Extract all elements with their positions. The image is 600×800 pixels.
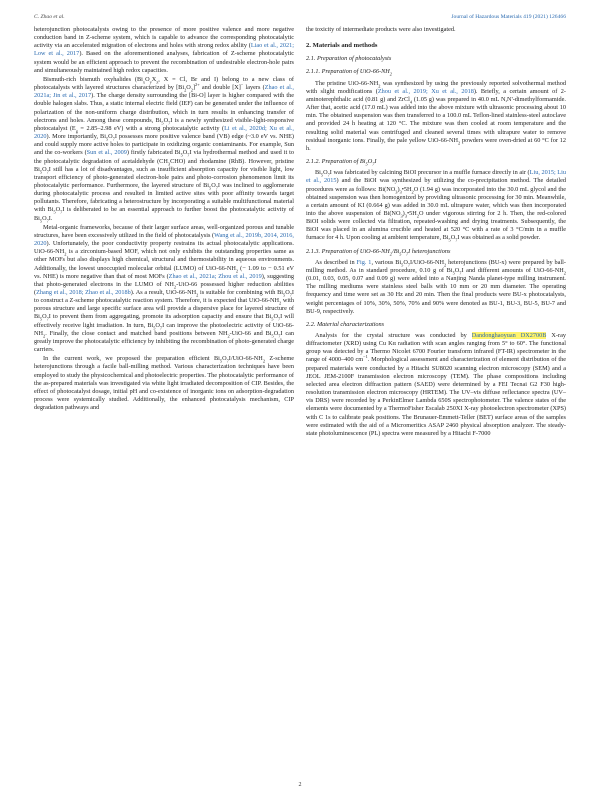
text-run: (0.01, 0.03, 0.05, 0.07 and 0.09 g) were added into a Nanjing Nanda planet-type milling instrument. The milling mediums were stainless steel balls with 10 mm or 20 mm diameter. The operating frequency and time were set as 30 Hz and 20 min. Then the final products were BU-x photocatalysts, weight percentages of 10%, 30%, 50%, 70% and 90% were denoted as BU-1, BU-3, BU-5, BU-7 and BU-9, respectively.: [306, 275, 566, 315]
text-run: 5: [39, 217, 43, 223]
text-run: 7: [278, 333, 281, 339]
text-run: 5: [283, 292, 286, 298]
text-run: 5: [401, 262, 404, 267]
text-run: CHO) and rhodamine (RhB). However, pristine Bi: [34, 157, 294, 173]
text-run: O: [273, 329, 279, 337]
text-run: 5: [452, 270, 455, 276]
citation-link[interactable]: Zhang et al., 2018; Zhao et al., 2018b: [36, 289, 131, 296]
text-run: (1.05 g) was prepared in 40.0 mL N,N'-dimethylformamide. After that, acetic acid (17.0 mL) was added into the above mixture with ultrasonic processing about 10 min. The obtained suspension was then transferred to a 100.0 mL Teflon-lined stainless-steel autoclave and provided 24 h heating at 120 °C. The mixture was then cooled at room temperature and the resulting solid material was centrifuged and cleaned several times with ultrapure water to remove residual inorganic ions. Finally, the pale yellow UiO-66-NH: [306, 95, 566, 144]
text-run: I was obtained as a solid powder.: [457, 234, 541, 242]
text-run: is suitable for combining with Bi: [198, 289, 284, 296]
text-run: ) firstly fabricated Bi: [126, 149, 181, 157]
text-run: O: [55, 206, 61, 214]
text-run: 4: [409, 99, 413, 105]
text-run: Z-scheme heterojunctions through a facile ball-milling method. Various characterization techniques have been employed to study the physicochemical and photoelectric properties. The photocatalytic performance of the as-prepared materials was investigated via white light irradiated decomposition of CIP. Besides, the effect of photocatalyst dosage, initial pH and co-existence of inorganic ions on adsorption-degradation process were systemically studied. Additionally, the enhanced photocatalysis mechanism, CIP degradation pathways and: [34, 355, 294, 412]
text-run: 5: [399, 250, 402, 256]
text-run: 2: [196, 292, 199, 298]
text-run: ). As a result, UiO-66-NH: [130, 289, 197, 296]
text-run: O: [367, 158, 373, 166]
text-run: 7: [46, 168, 49, 174]
text-run: Analysis for the crystal structure was conducted by: [315, 332, 472, 339]
text-run: 7: [405, 250, 409, 256]
text-run: ]: [192, 84, 196, 92]
text-run: •5H: [401, 185, 412, 193]
text-run: I is a newly synthesized visible-light-responsive photocatalyst (E: [34, 116, 294, 132]
text-run: I/UiO-66-NH: [228, 355, 263, 363]
text-run: z: [156, 79, 159, 85]
text-run: g: [75, 128, 78, 134]
text-run: 5: [271, 333, 274, 339]
text-run: 7: [459, 270, 462, 276]
text-run: 2: [458, 139, 461, 145]
text-run: X-ray diffractometer (XRD) using Cu Kα radiation with scan angles ranging from 5° to 60°. The functional group was detected by a Thermo Nicolet 6700 Fourier transform infrared (FT-IR) spectrometer in the range of 4000–400 cm: [306, 332, 566, 364]
citation-link[interactable]: Zhao et al., 2021a; Jin et al., 2017: [34, 84, 294, 100]
text-run: 2: [416, 213, 419, 219]
text-run: 5: [219, 358, 223, 364]
text-run: ): [397, 185, 400, 193]
text-run: O: [450, 234, 456, 242]
text-run: Bismuth-rich bismuth oxyhalides (Bi: [43, 75, 143, 83]
text-run: and double [X]: [199, 84, 241, 92]
subsubsection-heading: [306, 158, 566, 166]
text-run: 2: [279, 300, 282, 306]
subsection-heading: 2.1. Preparation of photocatalysts: [306, 55, 392, 63]
text-run: In the current work, we proposed the preparation efficient Bi: [43, 355, 220, 363]
text-run: ). More importantly, Bi: [46, 133, 106, 141]
text-run: O: [182, 149, 188, 157]
text-run: 2: [184, 87, 187, 93]
text-run: 5: [39, 168, 43, 174]
subsection-heading: 2.2. Material characterizations: [306, 320, 385, 328]
text-run: . Finally, the close contact and matched band positions between NH: [45, 329, 228, 337]
text-run: layers (: [243, 84, 265, 92]
citation-link[interactable]: Li et al., 2020d; Xu et al., 2020: [34, 124, 294, 141]
text-run: with porous structure and large specific surface area will provide a dispersive place for layered structure of Bi: [34, 297, 294, 321]
citation-link[interactable]: Fig. 1: [356, 258, 372, 266]
text-run: 7: [455, 237, 458, 243]
text-run: 7: [277, 316, 281, 322]
text-run: 2: [227, 333, 230, 339]
text-run: , X = Cl, Br and I) belong to a new class of photocatalysts with layered structures characterized by [Bi: [34, 75, 294, 92]
text-run: O: [108, 133, 113, 141]
text-run: ) and the BiOI was synthesized by utilizing the co-precipitation method. The detailed procedures were as follows: Bi(NO: [306, 177, 566, 193]
paragraph: [34, 76, 294, 223]
paragraph: [306, 26, 566, 34]
text-run: I to construct a Z-scheme photocatalytic reaction system. Therefore, it is expected that UiO-66-NH: [34, 289, 294, 305]
text-run: 3: [395, 188, 398, 194]
text-run: 7: [112, 136, 115, 142]
text-run: ). Briefly, a certain amount of 2-aminoterephthalic acid (0.81 g) and ZrCl: [306, 87, 566, 103]
text-run: 7: [372, 161, 375, 167]
text-run: 5: [53, 209, 56, 215]
citation-link[interactable]: Sun et al., 2009: [86, 149, 127, 157]
text-run: 7: [226, 358, 229, 364]
text-run: (− 1.09 to − 0.51 eV vs. NHE) is more negative than that of most MOFs (: [34, 264, 294, 280]
text-run: −1: [363, 354, 368, 360]
text-run: was synthesized by using the previously reported solvothermal method with slight modifications (: [306, 79, 566, 95]
text-run: 5: [39, 316, 43, 322]
header-authors: C. Zhao et al.: [34, 14, 65, 20]
header-journal: Journal of Hazardous Materials 419 (2021) 126466: [451, 14, 566, 20]
text-run: O under vigorous stirring for 2 h. Then, the red-colored BiOI solids were collected via filtration, repeated-washing and drying treatments. Subsequently, the BiOI was placed in an alumina crucible and heated at 520 °C with a rate of 3 °C/min in a muffle furnace for 4 h. Upon cooling at ambient temperature, Bi: [306, 209, 566, 242]
text-run: 2.1.1. Preparation of UiO-66-NH: [306, 68, 390, 76]
text-run: I still has a lot of disadvantages, such as insufficient absorption capacity for visible light, low transport efficiency of photo-generated electron-hole pairs and photo-corrosion phenomenon limit its photocatalytic performance. Furthermore, the layered structure of Bi: [34, 165, 294, 189]
text-run: . Morphological assessment and characterization of element distribution of the prepared materials were conducted by a Hitachi SU8020 scanning electron microscopy (SEM) and a JEOL JEM-2100F transmission electron microscopy (TEM). The phase compositions including selected area electron diffraction pattern (SAED) were determined by a FEI Tecnai G2 F30 high-resolution transmission electron microscopy (HRTEM). The UV–vis diffuse reflectance spectra (UV–vis DRS) were recorded by a PerkinElmer Lambda 650S spectrophotometer. The valence states of the elements were documented by a ThermoFisher Escalab 250XI X-ray photoelectron spectrometer (XPS) with C 1s to calibrate peak positions. The Brunauer-Emmett-Teller (BET) surface areas of the samples were estimated with the aid of a Micromeritics ASAP 2460 physical absorption analyzer. The steady-state photoluminescence (PL) spectra were measured by a Hitachi F-7000: [306, 356, 566, 437]
text-run: -UiO-66 possessed higher reduction abilities (: [34, 280, 295, 296]
text-run: x: [142, 79, 146, 85]
text-run: ), suggesting that photo-generated electrons in the LUMO of NH: [34, 272, 295, 288]
text-run: O: [145, 75, 150, 83]
text-run: 2: [389, 250, 392, 256]
text-run: I will effectively receive light irradiation. In turn, Bi: [34, 313, 294, 329]
text-run: I is deliberated to be an essential approach to further boost the photocatalytic activity of Bi: [34, 206, 294, 222]
text-run: 2+: [195, 82, 200, 88]
highlighted-text: Dandonghaoyuan DX2700B: [471, 332, 547, 339]
text-run: 2: [235, 267, 239, 273]
text-run: I via hydrothermal method and used it to the photocatalytic degradation of acetaldehyde (CH: [34, 149, 294, 165]
text-run: I: [374, 158, 377, 166]
citation-link[interactable]: Zhou et al., 2019; Xu et al., 2018: [377, 87, 474, 95]
text-run: As described in: [315, 258, 357, 266]
text-run: 5: [448, 237, 451, 243]
text-run: 5: [180, 152, 183, 158]
text-run: O: [163, 116, 169, 124]
text-run: I to prevent them from aggregating, promote its adsorption capacity and ensure that Bi: [48, 313, 272, 321]
text-run: 5: [105, 136, 109, 142]
text-run: O: [323, 169, 328, 177]
text-run: Bi: [315, 169, 321, 177]
paragraph: [306, 332, 566, 438]
text-run: ). Unfortunately, the poor conductivity property restrains its actual photocatalytic applications. UiO-66-NH: [34, 240, 294, 256]
text-run: 3: [400, 213, 403, 219]
subsubsection-heading: [306, 68, 566, 76]
text-run: I/UiO-66-NH: [410, 258, 445, 266]
text-run: powders were oven-dried at 60 °C for 12 h.: [306, 136, 566, 152]
text-run: 5: [153, 324, 156, 330]
text-run: 3: [404, 213, 407, 219]
text-run: 7: [327, 172, 330, 178]
text-run: 2: [262, 358, 266, 364]
text-run: ). Based on the aforementioned analyses, fabrication of Z-scheme photocatalytic system would be an efficient approach to prevent the recombination of undesirable electron-hole pairs and simultaneously maintained high redox capacities.: [34, 50, 294, 74]
text-run: , various Bi: [371, 258, 402, 266]
section-heading: 2. Materials and methods: [306, 42, 378, 50]
left-column: [34, 26, 294, 413]
text-run: 5: [209, 185, 212, 191]
text-run: O: [401, 247, 406, 255]
text-run: O: [186, 84, 191, 92]
text-run: 7: [407, 262, 411, 267]
text-run: y: [149, 79, 152, 85]
text-run: I can greatly improve the photocatalytic efficiency by inhibiting the recombination of photo-generated charge carriers.: [34, 329, 294, 354]
text-run: = 2.85–2.98 eV) with a strong photocatalytic activity (: [77, 124, 225, 132]
text-run: O: [42, 165, 47, 173]
text-run: O: [155, 321, 160, 329]
subsubsection-heading: [306, 248, 566, 256]
text-run: heterojunctions (BU-x) were prepared by ball-milling method. As in standard procedure, 0.10 g of Bi: [306, 258, 566, 274]
text-run: O: [42, 214, 47, 222]
right-column: [306, 26, 566, 439]
text-run: 5: [271, 316, 274, 322]
paragraph: [306, 169, 566, 242]
text-run: O: [285, 289, 290, 296]
text-run: is a zirconium-based MOF, which not only exhibits the outstanding properties same as other MOFs but also displays high chemical, structural and thermostability in aqueous environments. Additionally, the lowest unoccupied molecular orbital (LUMO) of UiO-66-NH: [34, 248, 294, 272]
text-run: /Bi: [391, 247, 400, 255]
text-run: 2: [64, 251, 67, 257]
text-run: The pristine UiO-66-NH: [315, 79, 379, 87]
text-run: 7: [46, 316, 49, 322]
text-run: 2: [444, 262, 447, 267]
text-run: I can improve the photoelectric activity of UiO-66-NH: [34, 321, 294, 337]
text-run: 2: [173, 284, 177, 290]
text-run: 2: [43, 333, 46, 339]
text-run: O: [403, 258, 408, 266]
text-run: 2: [378, 82, 381, 88]
paragraph: [34, 26, 294, 75]
text-run: 7: [168, 119, 171, 125]
text-run: −: [240, 82, 244, 88]
page-number: 2: [298, 782, 302, 788]
text-run: Metal-organic frameworks, because of their larger surface areas, well-organized porous and tunable structures, have been excessively utilized in the field of photocatalysis (: [34, 223, 294, 239]
text-run: O: [454, 266, 460, 274]
text-run: 2: [389, 71, 392, 77]
text-run: 5: [365, 161, 368, 167]
text-run: 2: [190, 87, 193, 93]
text-run: 7: [215, 185, 218, 191]
citation-link[interactable]: Wang et al., 2019b, 2014, 2016, 2020: [34, 231, 294, 248]
text-run: 3: [167, 160, 171, 166]
text-run: I.: [48, 214, 53, 222]
paragraph: [306, 80, 566, 153]
text-run: I heterojunctions: [408, 247, 451, 255]
text-run: the toxicity of intermediate products were also investigated.: [306, 26, 456, 33]
paragraph: [34, 355, 294, 412]
text-run: I and different amounts of UiO-66-NH: [461, 266, 564, 274]
text-run: 7: [187, 152, 190, 158]
text-run: O: [222, 355, 227, 363]
paragraph: [306, 259, 566, 316]
text-run: 7: [46, 217, 49, 223]
paragraph: [34, 224, 294, 355]
text-run: I possesses more positive valence band (VB) edge (~3.0 eV vs. NHE) and could supply more active holes to participate in oxidizing organic contaminants. For example, Sun and the co-workers (: [34, 133, 295, 157]
text-run: 7: [159, 324, 163, 330]
text-run: 7: [289, 292, 292, 298]
text-run: 5: [161, 119, 164, 125]
text-run: 2.1.2. Preparation of Bi: [306, 158, 366, 166]
citation-link[interactable]: Liao et al., 2021; Low et al., 2017: [34, 42, 294, 58]
text-run: I was fabricated by calcining BiOI precursor in a muffle furnace directly in air (: [329, 169, 530, 177]
text-run: 2.1.3. Preparation of UiO-66-NH: [306, 247, 390, 255]
citation-link[interactable]: Liu, 2015; Liu et al., 2015: [306, 169, 566, 185]
text-run: O: [273, 313, 278, 321]
text-run: ): [402, 209, 405, 217]
text-run: •5H: [406, 209, 417, 217]
text-run: 2: [411, 188, 414, 194]
text-run: ). The charge density surrounding the [Bi-O] layer is higher compared with the double halogen slabs. Thus, a static internal electric field (IEF) can be generated under the influence of polarization of the non-uniform charge distribution, which in turn results in enhancing transfer of electrons and holes. Among these compounds, Bi: [34, 92, 294, 124]
text-run: heterojunction photocatalysts owing to the presence of more positive valence and more negative conduction band in Z-scheme system, which is capable to advance the corresponding photocatalytic activity via an accelerated migration of electrons and holes with strong redox ability (: [34, 26, 294, 50]
text-run: 2: [563, 270, 566, 276]
text-run: 5: [320, 172, 324, 178]
running-header: [34, 14, 566, 20]
text-run: O: [211, 181, 216, 189]
text-run: X: [151, 75, 157, 83]
text-run: O (1.94 g) was incorporated into the 30.0 mL glycol and the obtained suspension was then homogenized by providing ultrasonic processing for 30 min. Meanwhile, a certain amount of KI (0.664 g) was added in 30.0 mL ultrapure water, which was then incorporated into the above suspension of Bi(NO: [306, 185, 566, 217]
text-run: O: [42, 313, 47, 321]
text-run: 3: [399, 188, 402, 194]
citation-link[interactable]: Zhao et al., 2021a; Zhou et al., 2019: [168, 272, 262, 280]
text-run: -UiO-66 and Bi: [229, 329, 272, 337]
text-run: 7: [60, 209, 63, 215]
text-run: I was inclined to agglomerate during photocatalytic process and resulted in limited active sites with poor affinity towards target pollutants. Therefore, fabricating a heterostructure by incorporating a suitable multifunctional material with Bi: [34, 181, 294, 214]
